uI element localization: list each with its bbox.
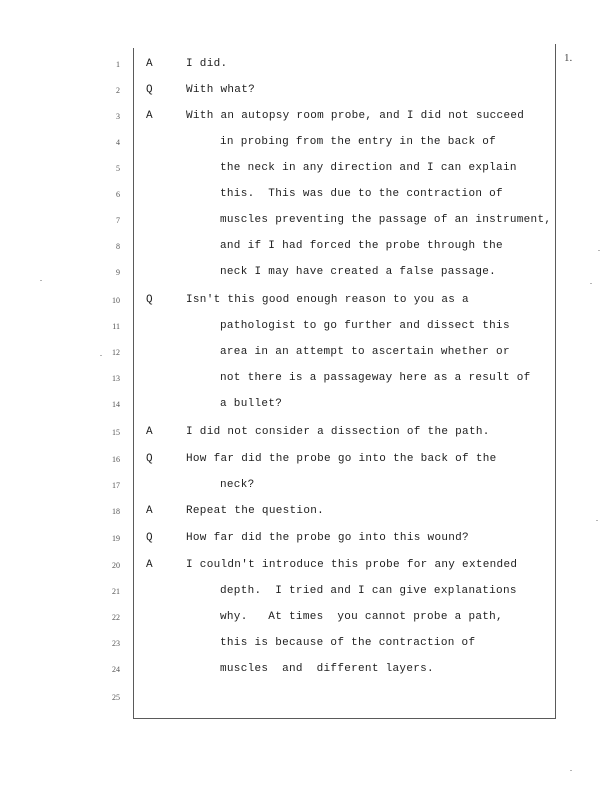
speaker-label: Q: [146, 453, 153, 465]
scan-speck: [570, 770, 572, 771]
testimony-text: With what?: [186, 84, 256, 96]
testimony-text: pathologist to go further and dissect this: [220, 320, 510, 332]
testimony-text: muscles and different layers.: [220, 663, 434, 675]
testimony-text: depth. I tried and I can give explanations: [220, 585, 517, 597]
scan-speck: [598, 250, 600, 251]
line-number: 23: [112, 639, 120, 648]
testimony-text: neck I may have created a false passage.: [220, 266, 497, 278]
speaker-label: Q: [146, 84, 153, 96]
testimony-text: neck?: [220, 479, 255, 491]
line-number: 9: [116, 268, 120, 277]
bottom-rule: [133, 718, 556, 719]
line-number: 4: [116, 138, 120, 147]
testimony-text: the neck in any direction and I can explain: [220, 162, 517, 174]
line-number: 22: [112, 613, 120, 622]
testimony-text: Repeat the question.: [186, 505, 325, 517]
testimony-text: in probing from the entry in the back of: [220, 136, 497, 148]
right-margin-rule: [555, 44, 556, 718]
line-number: 15: [112, 428, 120, 437]
line-number: 7: [116, 216, 120, 225]
testimony-text: area in an attempt to ascertain whether or: [220, 346, 510, 358]
left-margin-rule: [133, 48, 134, 718]
speaker-label: Q: [146, 532, 153, 544]
line-number: 16: [112, 455, 120, 464]
line-number: 8: [116, 242, 120, 251]
testimony-text: Isn't this good enough reason to you as a: [186, 294, 469, 306]
line-number: 14: [112, 400, 120, 409]
testimony-text: this. This was due to the contraction of: [220, 188, 503, 200]
line-number: 13: [112, 374, 120, 383]
testimony-text: I did.: [186, 58, 228, 70]
speaker-label: A: [146, 58, 153, 70]
line-number: 18: [112, 507, 120, 516]
line-number: 6: [116, 190, 120, 199]
scan-speck: [596, 520, 598, 521]
testimony-text: I did not consider a dissection of the path.: [186, 426, 490, 438]
testimony-text: How far did the probe go into the back of the: [186, 453, 497, 465]
testimony-text: How far did the probe go into this wound?: [186, 532, 469, 544]
testimony-text: not there is a passageway here as a result of: [220, 372, 531, 384]
line-number: 21: [112, 587, 120, 596]
testimony-text: a bullet?: [220, 398, 283, 410]
line-number: 19: [112, 534, 120, 543]
line-number: 24: [112, 665, 120, 674]
line-number: 11: [112, 322, 120, 331]
testimony-text: and if I had forced the probe through the: [220, 240, 503, 252]
speaker-label: Q: [146, 294, 153, 306]
line-number: 20: [112, 561, 120, 570]
speaker-label: A: [146, 559, 153, 571]
line-number: 12: [112, 348, 120, 357]
line-number: 2: [116, 86, 120, 95]
speaker-label: A: [146, 426, 153, 438]
line-number: 5: [116, 164, 120, 173]
testimony-text: muscles preventing the passage of an instrument,: [220, 214, 552, 226]
testimony-text: With an autopsy room probe, and I did not succeed: [186, 110, 525, 122]
testimony-text: I couldn't introduce this probe for any extended: [186, 559, 518, 571]
scan-speck: [40, 280, 42, 281]
speaker-label: A: [146, 505, 153, 517]
testimony-text: this is because of the contraction of: [220, 637, 476, 649]
testimony-text: why. At times you cannot probe a path,: [220, 611, 503, 623]
scan-speck: [590, 283, 592, 284]
line-number: 1: [116, 60, 120, 69]
line-number: 25: [112, 693, 120, 702]
page-number: 1.: [564, 52, 573, 64]
scan-speck: [100, 355, 102, 356]
line-number: 3: [116, 112, 120, 121]
line-number: 17: [112, 481, 120, 490]
speaker-label: A: [146, 110, 153, 122]
line-number: 10: [112, 296, 120, 305]
